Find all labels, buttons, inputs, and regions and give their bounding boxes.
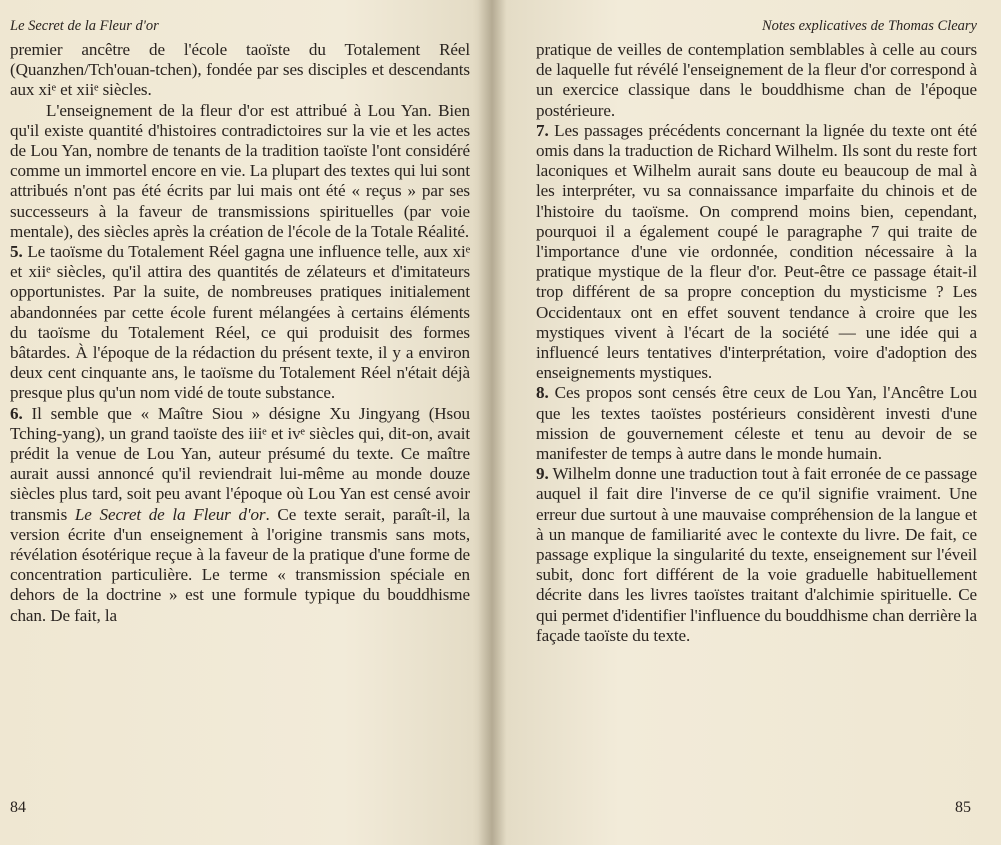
note-7: 7. Les passages précédents concernant la lignée du texte ont été omis dans la traduction de Richard Wilhelm. Ils sont du reste fort laconiques et Wilhelm aurait sans doute eu beaucoup de mal à les interpréter, vu sa connaissance imparfaite du chinois et de l'histoire du taoïsme. On comprend moins bien, cependant, pourquoi il a également coupé le paragraphe 7 qui traite de l'importance d'une vie ordonnée, condition nécessaire à la pratique mystique de la fleur d'or. Peut-être ce passage était-il trop différent de sa propre conception du mysticisme ? Les Occidentaux ont en effet souvent tendance à croire que les mystiques vivent à l'écart de la société — une idée qui a influencé leurs tentatives d'interprétation, voire d'adoption des enseignements mystiques. — [536, 120, 977, 383]
paragraph: pratique de veilles de contemplation semblables à celle au cours de laquelle fut révélé l'enseignement de la fleur d'or correspond à un exercice classique dans le bouddhisme chan de l'époque postérieure. — [536, 40, 977, 120]
running-head-left: Le Secret de la Fleur d'or — [10, 18, 159, 34]
note-number: 8. — [536, 383, 549, 403]
right-page — [492, 0, 1001, 845]
page-number-right: 85 — [955, 799, 971, 816]
paragraph: premier ancêtre de l'école taoïste du Totalement Réel (Quanzhen/Tch'ouan-tchen), fondée par ses disciples et descendants aux xiᵉ et xiiᵉ siècles. — [10, 40, 470, 100]
note-9: 9. Wilhelm donne une traduction tout à fait erronée de ce passage auquel il fait dire l'inverse de ce qu'il signifie vraiment. Une erreur due surtout à une mauvaise compréhension de la langue et à un manque de familiarité avec le contexte du livre. De fait, ce passage explique la singularité du texte, enseignement sur l'éveil subit, donc fort différent de la voie graduelle habituellement décrite dans les livres taoïstes traitant d'alchimie spirituelle. Ce qui permet d'identifier l'influence du bouddhisme chan derrière la façade taoïste du texte. — [536, 464, 977, 645]
left-page-body — [10, 40, 470, 626]
note-6: 6. Il semble que « Maître Siou » désigne Xu Jingyang (Hsou Tching-yang), un grand taoïste des iiiᵉ et ivᵉ siècles qui, dit-on, avait prédit la venue de Lou Yan, auteur présumé du texte. Ce maître aurait aussi annoncé qu'il reviendrait lui-même au monde douze siècles plus tard, soit peu avant l'époque où Lou Yan est censé avoir transmis Le Secret de la Fleur d'or. Ce texte serait, paraît-il, la version écrite d'un enseignement à l'origine transmis sans mots, révélation ésotérique reçue à la faveur de la pratique d'une forme de concentration particulière. Le terme « transmission spéciale en dehors de la doctrine » est une formule typique du bouddhisme chan. De fait, la — [10, 403, 470, 625]
book-title: Le Secret de la Fleur d'or — [74, 504, 266, 524]
paragraph: L'enseignement de la fleur d'or est attribué à Lou Yan. Bien qu'il existe quantité d'histoires contradictoires sur la vie et les actes de Lou Yan, nombre de tenants de la tradition taoïste l'ont considéré comme un immortel encore en vie. La plupart des textes qui lui sont attribués n'ont pas été écrits par lui mais ont été « reçus » par ses successeurs à la faveur de transmissions spirituelles (par voie mentale), des siècles après la création de l'école de la Totale Réalité. — [10, 100, 470, 241]
left-page — [0, 0, 492, 845]
page-number-left: 84 — [10, 799, 26, 816]
right-page-body — [536, 40, 977, 646]
running-head-right: Notes explicatives de Thomas Cleary — [761, 18, 977, 34]
note-5: 5. Le taoïsme du Totalement Réel gagna une influence telle, aux xiᵉ et xiiᵉ siècles, qu'il attira des quantités de zélateurs et d'imitateurs opportunistes. Par la suite, de nombreuses pratiques initialement abandonnées par cette école furent mélangées à certains éléments du taoïsme du Totalement Réel, ce qui produisit des formes bâtardes. À l'époque de la rédaction du présent texte, il y a environ deux cent cinquante ans, le taoïsme du Totalement Réel n'était déjà presque plus qu'un nom vidé de toute substance. — [10, 242, 470, 403]
note-number: 6. — [10, 403, 23, 423]
note-number: 7. — [536, 120, 549, 140]
note-number: 9. — [536, 464, 549, 484]
note-8: 8. Ces propos sont censés être ceux de Lou Yan, l'Ancêtre Lou que les textes taoïstes postérieurs considèrent investi d'une mission de gouvernement céleste et tenu au devoir de se manifester de temps à autre dans le monde humain. — [536, 383, 977, 464]
note-number: 5. — [10, 242, 23, 262]
